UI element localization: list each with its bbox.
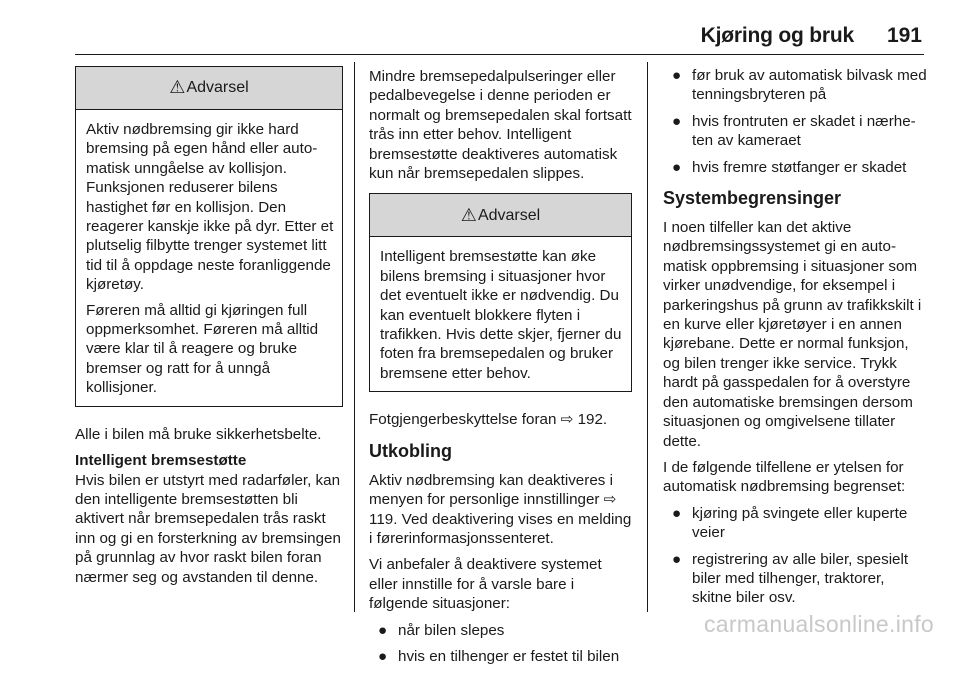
page-header	[0, 0, 960, 56]
column-2	[369, 67, 632, 673]
watermark: carmanualsonline.info	[703, 611, 934, 637]
subheading: Intelligent bremsestøtte	[75, 452, 247, 470]
bullet-icon: ●	[672, 112, 682, 130]
bullet-icon: ●	[378, 647, 388, 665]
body-paragraph: Vi anbefaler å deaktivere systemet eller innstille for å varsle bare i følgende situasjoner:	[369, 556, 602, 613]
list-item: ● hvis en tilhenger er festet til bilen	[378, 647, 620, 665]
column-divider-2	[647, 62, 648, 612]
body-paragraph: I de følgende tilfellene er ytelsen for automatisk nødbremsing begrenset:	[663, 458, 906, 496]
header-rule	[75, 54, 924, 55]
warning-label: Advarsel	[477, 206, 541, 224]
page-number: 191	[886, 24, 922, 47]
list-item: ● når bilen slepes	[378, 621, 505, 639]
warning-box	[369, 193, 632, 392]
bullet-icon: ●	[672, 67, 682, 84]
column-divider-1	[354, 62, 355, 612]
warning-icon: ⚠	[169, 77, 186, 98]
bullet-list	[663, 504, 927, 608]
section-title: Kjøring og bruk	[700, 24, 854, 47]
body-paragraph: Aktiv nødbremsing kan deaktiveres i menyen for personlige innstillinger ⇨ 119. Ved deaktivering vises en melding i førerinformasjonssenteret.	[369, 471, 632, 547]
list-item: ● hvis fremre støtfanger er skadet	[672, 158, 907, 176]
warning-paragraph: Aktiv nødbremsing gir ikke hard bremsing på egen hånd eller automatisk unngåelse av kollisjon. Funksjonen reduserer bilens hastighet før en kollisjon. Den reagerer kanskje ikke på dyr. Etter et plutselig filbytte trenger systemet litt tid til å oppdage neste foranliggende kjøretøy.	[86, 121, 334, 294]
warning-body	[76, 110, 342, 406]
column-1	[75, 66, 343, 594]
list-item: ● kjøring på svingete eller kuperte veier	[672, 504, 908, 542]
bullet-icon: ●	[378, 621, 388, 639]
warning-label: Advarsel	[186, 79, 249, 97]
bullet-list	[369, 621, 632, 667]
warning-paragraph: Føreren må alltid gi kjøringen full oppmerksomhet. Føreren må alltid være klar til å reagere og bruke bremser og ratt for å unngå kollisjoner.	[86, 301, 319, 397]
warning-body	[370, 237, 631, 391]
section-heading: Systembegrensinger	[663, 188, 842, 209]
warning-box	[75, 66, 343, 407]
column-3	[663, 66, 927, 615]
warning-header	[370, 194, 631, 237]
cross-reference: Fotgjengerbeskyttelse foran ⇨ 192.	[369, 411, 608, 429]
list-item: ● registrering av alle biler, spesielt biler med tilhenger, traktorer, skitne biler osv.	[672, 550, 909, 607]
body-paragraph: Alle i bilen må bruke sikkerhetsbelte.	[75, 425, 322, 443]
list-item: ● før bruk av automatisk bilvask med tenningsbryteren på	[672, 67, 927, 104]
body-paragraph: I noen tilfeller kan det aktive nødbremsingssystemet gi en automatisk oppbremsing i situasjoner som virker unødvendige, for eksempel i parkeringshus på grunn av trafikkskilt i en kurve eller kjøretøyer i en annen kjørebane. Dette er normal funksjon, og bilen trenger ikke service. Trykk hardt på gasspedalen for å overstyre den automatiske bremsingen dersom situasjonen og omgivelsene tillater dette.	[663, 219, 922, 450]
list-item: ● hvis frontruten er skadet i nærheten av kameraet	[672, 112, 916, 150]
bullet-icon: ●	[672, 504, 682, 522]
warning-header	[76, 67, 342, 110]
bullet-icon: ●	[672, 158, 682, 176]
bullet-list	[663, 66, 927, 177]
warning-icon: ⚠	[460, 204, 477, 225]
section-heading: Utkobling	[369, 440, 452, 461]
warning-paragraph: Intelligent bremsestøtte kan øke bilens bremsing i situasjoner hvor det eventuelt ikke er nødvendig. Du kan eventuelt blokkere flyten i trafikken. Hvis dette skjer, fjerner du foten fra bremsepedalen og bruker bremsene etter behov.	[380, 248, 622, 382]
body-paragraph: Mindre bremsepedalpulseringer eller pedalbevegelse i denne perioden er normalt og bremsepedalen skal fortsatt trås inn etter behov. Intelligent bremsestøtte deaktiveres automatisk kun når bremsepedalen slippes.	[369, 68, 632, 183]
bullet-icon: ●	[672, 550, 682, 568]
body-paragraph: Hvis bilen er utstyrt med radarføler, kan den intelligente bremsestøtten bli aktivert når bremsepedalen trås raskt inn og gi en forsterkning av bremsingen på grunnlag av hvor raskt bilen foran nærmer seg og avstanden til denne.	[75, 471, 341, 586]
